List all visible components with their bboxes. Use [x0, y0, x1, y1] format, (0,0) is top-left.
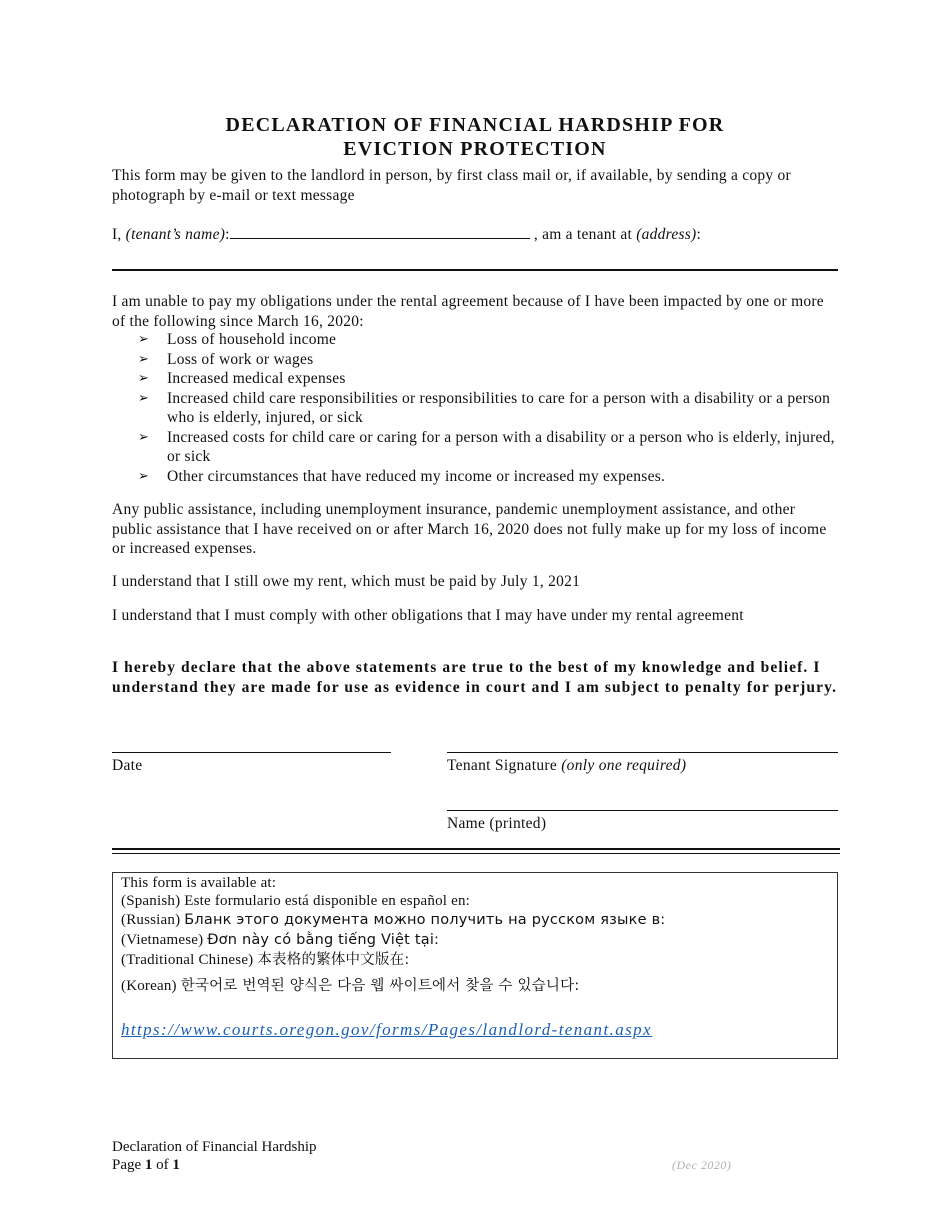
- availability-korean: [121, 977, 579, 995]
- language-tag: (Korean): [121, 978, 177, 994]
- language-tag: (Vietnamese): [121, 932, 204, 948]
- language-tag: (Spanish): [121, 893, 181, 909]
- of-word: of: [156, 1157, 169, 1173]
- list-item: [112, 350, 838, 370]
- comply-obligations-statement: I understand that I must comply with other obligations that I may have under my rental agreement: [112, 607, 744, 624]
- hardship-item-text: Increased costs for child care or caring for a person with a disability or a person who is elderly, injured, or sick: [167, 428, 835, 465]
- list-item: [112, 369, 838, 389]
- unable-to-pay-statement: I am unable to pay my obligations under the rental agreement because of I have been impacted by one or more of the following since March 16, 2020:: [112, 293, 824, 330]
- form-title-line-1: DECLARATION OF FINANCIAL HARDSHIP FOR: [225, 114, 725, 136]
- language-text: Este formulario está disponible en español en:: [184, 893, 471, 909]
- tenant-name-colon: :: [225, 226, 230, 243]
- hardship-item-text: Other circumstances that have reduced my income or increased my expenses.: [167, 467, 666, 485]
- form-title-line-2: EVICTION PROTECTION: [343, 138, 607, 160]
- list-item: [112, 467, 838, 487]
- forms-link[interactable]: https://www.courts.oregon.gov/forms/Pages/landlord-tenant.aspx: [121, 1020, 652, 1039]
- address-label: (address): [636, 226, 697, 243]
- tenant-at-label: , am a tenant at: [533, 226, 633, 243]
- rent-owed-statement: I understand that I still owe my rent, which must be paid by July 1, 2021: [112, 573, 581, 590]
- tenant-name-field[interactable]: [230, 224, 530, 239]
- language-text: 한국어로 번역된 양식은 다음 웹 싸이트에서 찾을 수 있습니다:: [180, 978, 580, 994]
- arrow-bullet-icon: ➢: [138, 468, 150, 484]
- tenant-signature-label: Tenant Signature: [447, 757, 558, 774]
- list-item: [112, 389, 838, 428]
- language-text: 本表格的繁体中文版在:: [257, 952, 410, 968]
- hardship-list: [112, 330, 838, 486]
- tenant-signature-field[interactable]: [447, 752, 838, 753]
- revision-date: (Dec 2020): [672, 1158, 732, 1172]
- page-word: Page: [112, 1157, 142, 1173]
- availability-vietnamese: [121, 931, 439, 949]
- footer-form-name: Declaration of Financial Hardship: [112, 1139, 317, 1155]
- date-label: Date: [112, 757, 143, 774]
- arrow-bullet-icon: ➢: [138, 351, 150, 367]
- page-current: 1: [144, 1157, 153, 1173]
- availability-spanish: [121, 892, 470, 910]
- date-field[interactable]: [112, 752, 391, 753]
- forms-link-row: [121, 1021, 652, 1040]
- arrow-bullet-icon: ➢: [138, 371, 150, 386]
- only-one-required-note: (only one required): [561, 757, 687, 774]
- availability-heading: This form is available at:: [121, 875, 277, 891]
- form-title: [112, 113, 838, 161]
- arrow-bullet-icon: ➢: [138, 332, 150, 347]
- tenant-signature-label-row: [447, 756, 686, 775]
- arrow-bullet-icon: ➢: [138, 429, 150, 445]
- availability-russian: [121, 911, 665, 929]
- hardship-item-text: Loss of work or wages: [167, 350, 314, 368]
- language-text: Đơn này có bằng tiếng Việt tại:: [207, 932, 440, 948]
- language-tag: (Traditional Chinese): [121, 952, 254, 968]
- list-item: [112, 428, 838, 467]
- tenant-name-line: [112, 224, 838, 245]
- footer-page-number: [112, 1156, 180, 1174]
- hardship-item-text: Increased medical expenses: [167, 370, 346, 387]
- delivery-instructions: This form may be given to the landlord in person, by first class mail or, if available, by sending a copy or photograph by e-mail or text message: [112, 167, 791, 204]
- perjury-declaration: I hereby declare that the above statements are true to the best of my knowledge and belief. I understand they are made for use as evidence in court and I am subject to penalty for perjury.: [112, 659, 838, 696]
- public-assistance-statement: Any public assistance, including unemployment insurance, pandemic unemployment assistance, and other public assistance that I have received on or after March 16, 2020 does not fully make up for my loss of income or increased expenses.: [112, 501, 827, 557]
- language-text: Бланк этого документа можно получить на русском языке в:: [184, 912, 666, 928]
- address-colon: :: [696, 226, 701, 243]
- i-label: I,: [112, 226, 122, 243]
- arrow-bullet-icon: ➢: [138, 390, 150, 406]
- list-item: [112, 330, 838, 350]
- language-tag: (Russian): [121, 912, 181, 928]
- section-divider: [112, 848, 840, 854]
- tenant-name-label: (tenant’s name): [125, 226, 226, 243]
- page-total: 1: [172, 1157, 180, 1173]
- name-printed-field[interactable]: [447, 810, 838, 811]
- hardship-item-text: Loss of household income: [167, 331, 337, 348]
- address-field[interactable]: [112, 269, 838, 271]
- hardship-item-text: Increased child care responsibilities or responsibilities to care for a person with a disability or a person who is elderly, injured, or sick: [167, 389, 831, 426]
- availability-chinese: [121, 951, 409, 969]
- form-availability-box: [112, 872, 838, 1059]
- name-printed-label: Name (printed): [447, 815, 547, 832]
